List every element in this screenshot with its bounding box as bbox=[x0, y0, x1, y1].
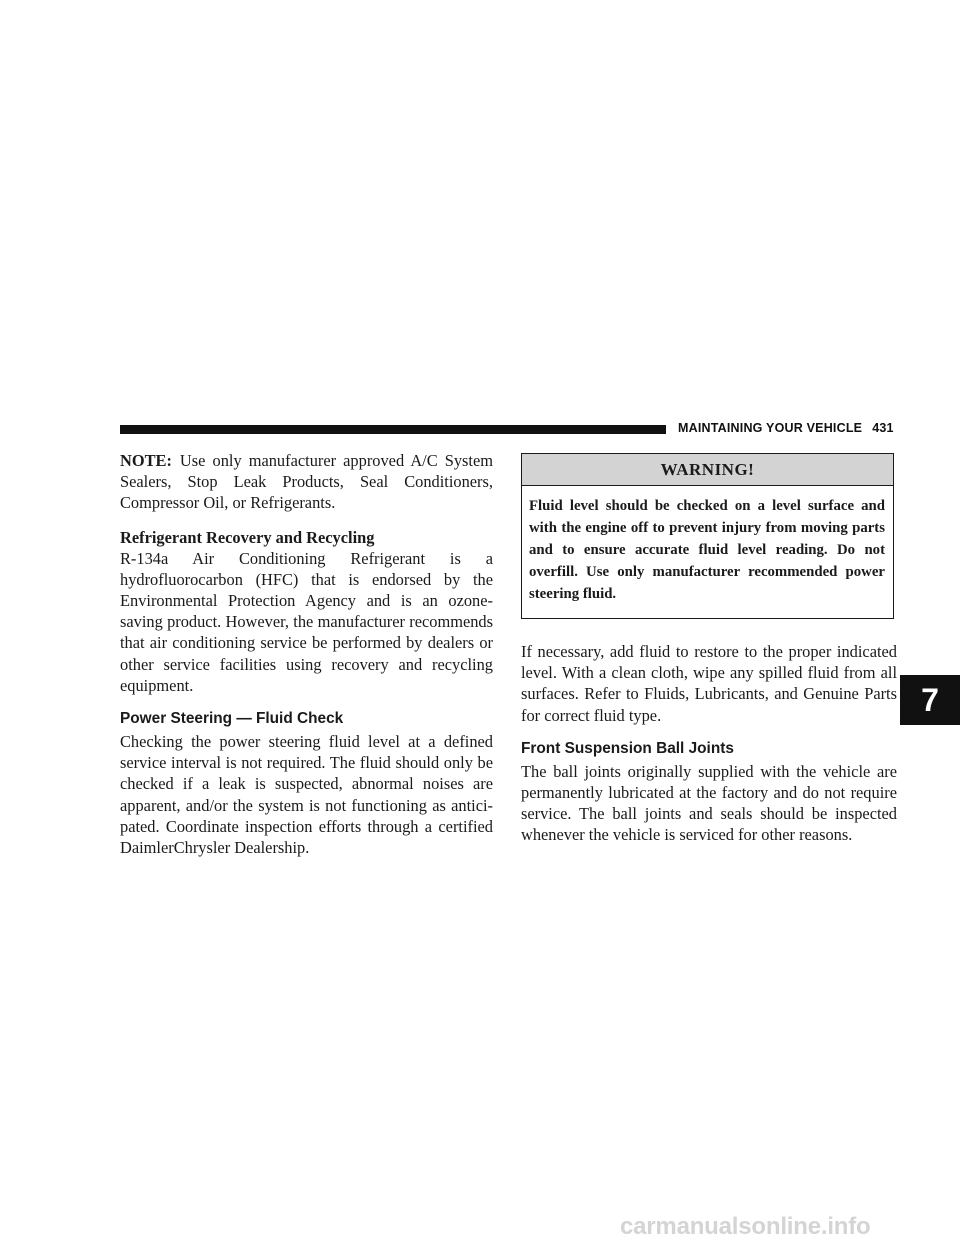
refrigerant-body: R-134a Air Conditioning Refrigerant is a hydrofluorocarbon (HFC) that is endorsed by the Environmental Protection Agency and is an ozone-saving product. However, the manufacturer recommends that air conditioning service be performed by dealers or other service facilities using recovery and recycling equipment. bbox=[120, 548, 493, 695]
left-column bbox=[120, 450, 493, 858]
header-rule bbox=[120, 425, 666, 434]
section-title: MAINTAINING YOUR VEHICLE bbox=[678, 421, 863, 435]
power-steering-body: Checking the power steering fluid level at a defined service interval is not required. The fluid should only be checked if a leak is suspected, abnormal noises are apparent, and/or the system is not functioning as anticipated. Coordinate inspection efforts through a certified DaimlerChrysler Dealership. bbox=[120, 732, 493, 858]
right-column bbox=[521, 453, 897, 846]
warning-title: WARNING! bbox=[522, 454, 893, 486]
page-number: 431 bbox=[872, 421, 894, 435]
ball-joints-body: The ball joints originally supplied with the vehicle are permanently lubricated at the factory and do not require service. The ball joints and seals should be inspected whenever the vehicle is serviced for other reasons. bbox=[521, 761, 897, 845]
running-header bbox=[678, 421, 894, 435]
power-steering-heading: Power Steering — Fluid Check bbox=[120, 710, 344, 728]
warning-box bbox=[521, 453, 894, 619]
note-text: Use only manufacturer approved A/C System Sealers, Stop Leak Products, Seal Conditioners, Compressor Oil, or Refrigerants. bbox=[120, 451, 493, 513]
note-paragraph bbox=[120, 450, 493, 514]
warning-body: Fluid level should be checked on a level surface and with the engine off to prevent injury from moving parts and to ensure accurate fluid level reading. Do not overfill. Use only manufacturer recommended power steering fluid. bbox=[529, 498, 885, 602]
note-label: NOTE: bbox=[120, 451, 172, 470]
watermark: carmanualsonline.info bbox=[620, 1213, 871, 1240]
add-fluid-paragraph: If necessary, add fluid to restore to the proper indicated level. With a clean cloth, wipe any spilled fluid from all surfaces. Refer to Fluids, Lubricants, and Genuine Parts for correct fluid type. bbox=[521, 642, 897, 725]
chapter-tab: 7 bbox=[900, 675, 960, 725]
ball-joints-heading: Front Suspension Ball Joints bbox=[521, 739, 734, 757]
refrigerant-heading: Refrigerant Recovery and Recycling bbox=[120, 527, 375, 547]
